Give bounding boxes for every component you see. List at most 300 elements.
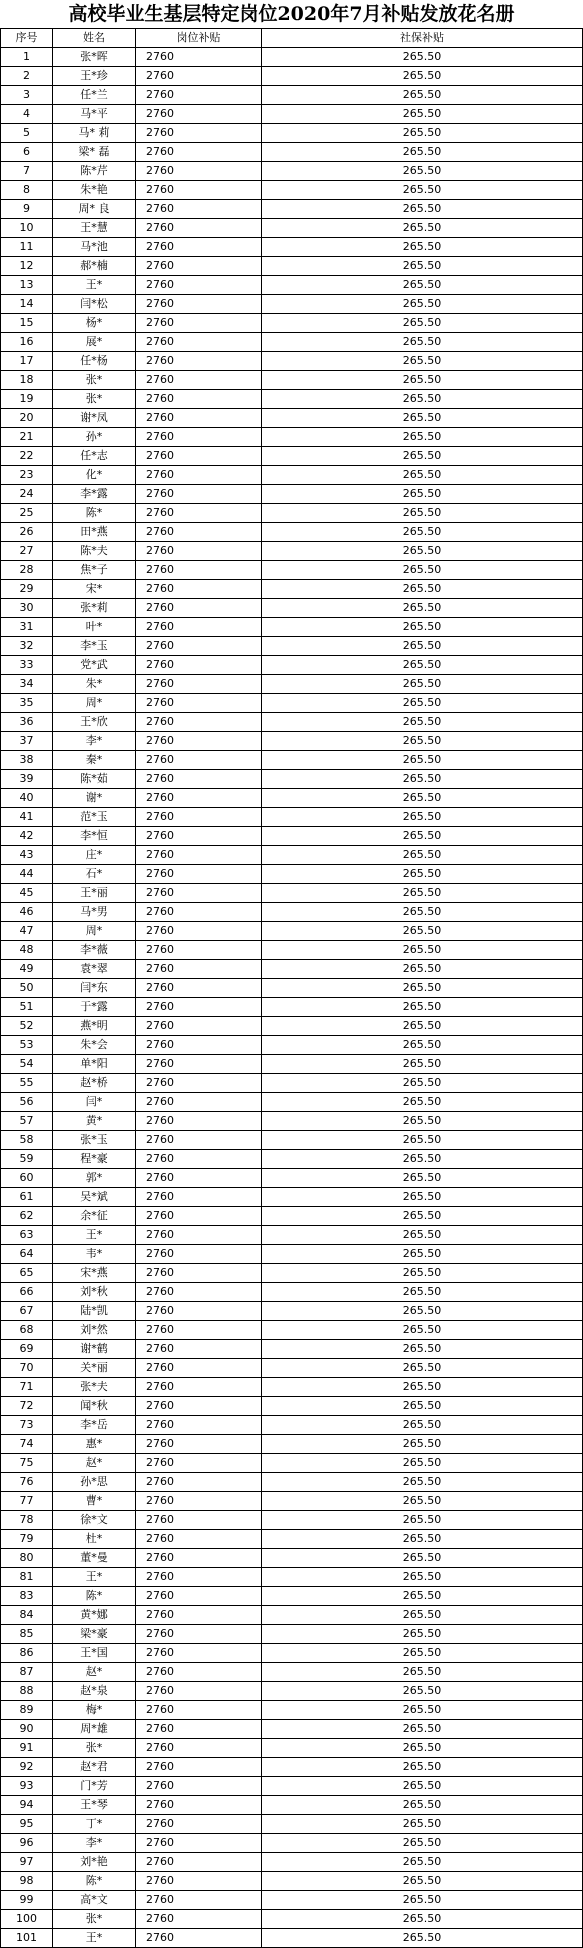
row-social-security-subsidy: 265.50: [262, 1492, 583, 1511]
row-post-subsidy: 2760: [136, 1606, 262, 1625]
table-row: [1, 846, 583, 865]
row-name: 张*晖: [53, 48, 136, 67]
row-name: 余*征: [53, 1207, 136, 1226]
row-post-subsidy: 2760: [136, 1910, 262, 1929]
row-index: 43: [1, 846, 53, 865]
row-name: 陈*茹: [53, 770, 136, 789]
table-row: [1, 1017, 583, 1036]
row-post-subsidy: 2760: [136, 485, 262, 504]
table-row: [1, 1758, 583, 1777]
row-social-security-subsidy: 265.50: [262, 1796, 583, 1815]
table-row: [1, 1796, 583, 1815]
table-row: [1, 1055, 583, 1074]
row-index: 96: [1, 1834, 53, 1853]
row-index: 59: [1, 1150, 53, 1169]
row-index: 14: [1, 295, 53, 314]
row-social-security-subsidy: 265.50: [262, 181, 583, 200]
row-name: 袁*翠: [53, 960, 136, 979]
row-post-subsidy: 2760: [136, 504, 262, 523]
row-social-security-subsidy: 265.50: [262, 200, 583, 219]
row-index: 72: [1, 1397, 53, 1416]
row-index: 78: [1, 1511, 53, 1530]
row-index: 99: [1, 1891, 53, 1910]
row-name: 马*池: [53, 238, 136, 257]
row-index: 84: [1, 1606, 53, 1625]
row-social-security-subsidy: 265.50: [262, 1777, 583, 1796]
row-post-subsidy: 2760: [136, 941, 262, 960]
row-name: 单*阳: [53, 1055, 136, 1074]
table-row: [1, 941, 583, 960]
row-social-security-subsidy: 265.50: [262, 542, 583, 561]
row-name: 曹*: [53, 1492, 136, 1511]
row-social-security-subsidy: 265.50: [262, 1587, 583, 1606]
row-name: 田*燕: [53, 523, 136, 542]
table-row: [1, 333, 583, 352]
row-name: 杨*: [53, 314, 136, 333]
row-index: 56: [1, 1093, 53, 1112]
row-social-security-subsidy: 265.50: [262, 409, 583, 428]
row-name: 宋*燕: [53, 1264, 136, 1283]
row-post-subsidy: 2760: [136, 1131, 262, 1150]
row-post-subsidy: 2760: [136, 1549, 262, 1568]
row-index: 23: [1, 466, 53, 485]
table-row: [1, 1207, 583, 1226]
row-index: 13: [1, 276, 53, 295]
table-row: [1, 485, 583, 504]
row-social-security-subsidy: 265.50: [262, 1568, 583, 1587]
table-row: [1, 1910, 583, 1929]
row-post-subsidy: 2760: [136, 466, 262, 485]
row-index: 30: [1, 599, 53, 618]
row-post-subsidy: 2760: [136, 1302, 262, 1321]
row-name: 惠*: [53, 1435, 136, 1454]
row-post-subsidy: 2760: [136, 580, 262, 599]
row-social-security-subsidy: 265.50: [262, 1872, 583, 1891]
row-name: 叶*: [53, 618, 136, 637]
row-post-subsidy: 2760: [136, 846, 262, 865]
row-social-security-subsidy: 265.50: [262, 257, 583, 276]
row-social-security-subsidy: 265.50: [262, 143, 583, 162]
row-index: 26: [1, 523, 53, 542]
row-social-security-subsidy: 265.50: [262, 884, 583, 903]
row-social-security-subsidy: 265.50: [262, 447, 583, 466]
row-social-security-subsidy: 265.50: [262, 1226, 583, 1245]
row-index: 8: [1, 181, 53, 200]
row-post-subsidy: 2760: [136, 1929, 262, 1948]
row-post-subsidy: 2760: [136, 675, 262, 694]
row-index: 54: [1, 1055, 53, 1074]
row-name: 王*慧: [53, 219, 136, 238]
row-index: 29: [1, 580, 53, 599]
row-index: 6: [1, 143, 53, 162]
table-row: [1, 143, 583, 162]
row-name: 赵*泉: [53, 1682, 136, 1701]
row-post-subsidy: 2760: [136, 447, 262, 466]
row-index: 15: [1, 314, 53, 333]
row-social-security-subsidy: 265.50: [262, 1606, 583, 1625]
row-post-subsidy: 2760: [136, 86, 262, 105]
table-row: [1, 1036, 583, 1055]
row-index: 75: [1, 1454, 53, 1473]
row-social-security-subsidy: 265.50: [262, 1245, 583, 1264]
row-post-subsidy: 2760: [136, 884, 262, 903]
table-row: [1, 86, 583, 105]
row-social-security-subsidy: 265.50: [262, 865, 583, 884]
row-social-security-subsidy: 265.50: [262, 371, 583, 390]
table-row: [1, 162, 583, 181]
row-post-subsidy: 2760: [136, 1834, 262, 1853]
row-social-security-subsidy: 265.50: [262, 1150, 583, 1169]
row-name: 陈*夫: [53, 542, 136, 561]
table-row: [1, 1150, 583, 1169]
row-name: 韦*: [53, 1245, 136, 1264]
row-social-security-subsidy: 265.50: [262, 1302, 583, 1321]
row-social-security-subsidy: 265.50: [262, 713, 583, 732]
table-row: [1, 1435, 583, 1454]
row-post-subsidy: 2760: [136, 143, 262, 162]
row-name: 秦*: [53, 751, 136, 770]
row-index: 89: [1, 1701, 53, 1720]
table-row: [1, 390, 583, 409]
row-social-security-subsidy: 265.50: [262, 105, 583, 124]
row-name: 闫*松: [53, 295, 136, 314]
row-social-security-subsidy: 265.50: [262, 1416, 583, 1435]
row-index: 85: [1, 1625, 53, 1644]
row-social-security-subsidy: 265.50: [262, 1511, 583, 1530]
row-name: 关*丽: [53, 1359, 136, 1378]
table-row: [1, 409, 583, 428]
row-social-security-subsidy: 265.50: [262, 219, 583, 238]
row-post-subsidy: 2760: [136, 1074, 262, 1093]
table-row: [1, 1283, 583, 1302]
table-row: [1, 865, 583, 884]
row-post-subsidy: 2760: [136, 523, 262, 542]
row-post-subsidy: 2760: [136, 276, 262, 295]
row-social-security-subsidy: 265.50: [262, 295, 583, 314]
row-index: 39: [1, 770, 53, 789]
row-social-security-subsidy: 265.50: [262, 504, 583, 523]
row-post-subsidy: 2760: [136, 1872, 262, 1891]
row-index: 40: [1, 789, 53, 808]
row-post-subsidy: 2760: [136, 1416, 262, 1435]
row-post-subsidy: 2760: [136, 1226, 262, 1245]
row-index: 58: [1, 1131, 53, 1150]
row-post-subsidy: 2760: [136, 295, 262, 314]
table-row: [1, 124, 583, 143]
row-social-security-subsidy: 265.50: [262, 67, 583, 86]
row-index: 41: [1, 808, 53, 827]
row-social-security-subsidy: 265.50: [262, 1473, 583, 1492]
row-index: 28: [1, 561, 53, 580]
table-row: [1, 105, 583, 124]
row-name: 王*: [53, 276, 136, 295]
row-post-subsidy: 2760: [136, 333, 262, 352]
table-row: [1, 67, 583, 86]
row-index: 63: [1, 1226, 53, 1245]
row-social-security-subsidy: 265.50: [262, 428, 583, 447]
row-post-subsidy: 2760: [136, 1036, 262, 1055]
row-index: 87: [1, 1663, 53, 1682]
row-name: 杜*: [53, 1530, 136, 1549]
subsidy-table: [0, 28, 583, 1948]
row-social-security-subsidy: 265.50: [262, 1359, 583, 1378]
row-index: 60: [1, 1169, 53, 1188]
row-name: 丁*: [53, 1815, 136, 1834]
row-name: 闻*秋: [53, 1397, 136, 1416]
row-index: 5: [1, 124, 53, 143]
row-name: 王*丽: [53, 884, 136, 903]
row-name: 陈*: [53, 504, 136, 523]
row-index: 73: [1, 1416, 53, 1435]
row-post-subsidy: 2760: [136, 1758, 262, 1777]
row-index: 33: [1, 656, 53, 675]
header-social-security-subsidy: 社保补贴: [262, 29, 583, 48]
row-index: 51: [1, 998, 53, 1017]
row-post-subsidy: 2760: [136, 1435, 262, 1454]
row-post-subsidy: 2760: [136, 428, 262, 447]
row-name: 周*: [53, 922, 136, 941]
table-row: [1, 694, 583, 713]
row-post-subsidy: 2760: [136, 618, 262, 637]
row-name: 陆*凯: [53, 1302, 136, 1321]
row-index: 52: [1, 1017, 53, 1036]
row-name: 王*欣: [53, 713, 136, 732]
row-social-security-subsidy: 265.50: [262, 1321, 583, 1340]
table-row: [1, 1473, 583, 1492]
row-index: 97: [1, 1853, 53, 1872]
row-name: 李*露: [53, 485, 136, 504]
row-social-security-subsidy: 265.50: [262, 1701, 583, 1720]
table-row: [1, 1131, 583, 1150]
row-social-security-subsidy: 265.50: [262, 1188, 583, 1207]
row-index: 93: [1, 1777, 53, 1796]
row-post-subsidy: 2760: [136, 656, 262, 675]
table-row: [1, 1625, 583, 1644]
header-post-subsidy: 岗位补贴: [136, 29, 262, 48]
row-post-subsidy: 2760: [136, 1587, 262, 1606]
row-post-subsidy: 2760: [136, 561, 262, 580]
row-index: 45: [1, 884, 53, 903]
row-index: 47: [1, 922, 53, 941]
row-social-security-subsidy: 265.50: [262, 903, 583, 922]
row-name: 张*: [53, 371, 136, 390]
row-name: 孙*: [53, 428, 136, 447]
table-row: [1, 181, 583, 200]
row-post-subsidy: 2760: [136, 1720, 262, 1739]
row-name: 马* 莉: [53, 124, 136, 143]
row-index: 68: [1, 1321, 53, 1340]
row-post-subsidy: 2760: [136, 1245, 262, 1264]
row-social-security-subsidy: 265.50: [262, 1720, 583, 1739]
row-name: 梅*: [53, 1701, 136, 1720]
row-index: 80: [1, 1549, 53, 1568]
row-social-security-subsidy: 265.50: [262, 1929, 583, 1948]
row-social-security-subsidy: 265.50: [262, 1055, 583, 1074]
row-index: 21: [1, 428, 53, 447]
row-social-security-subsidy: 265.50: [262, 808, 583, 827]
row-post-subsidy: 2760: [136, 770, 262, 789]
row-name: 刘*艳: [53, 1853, 136, 1872]
row-index: 64: [1, 1245, 53, 1264]
table-row: [1, 1663, 583, 1682]
table-row: [1, 1644, 583, 1663]
row-name: 范*玉: [53, 808, 136, 827]
row-post-subsidy: 2760: [136, 922, 262, 941]
row-social-security-subsidy: 265.50: [262, 1036, 583, 1055]
row-social-security-subsidy: 265.50: [262, 124, 583, 143]
table-row: [1, 295, 583, 314]
row-social-security-subsidy: 265.50: [262, 466, 583, 485]
row-post-subsidy: 2760: [136, 1891, 262, 1910]
row-index: 32: [1, 637, 53, 656]
table-row: [1, 1302, 583, 1321]
row-social-security-subsidy: 265.50: [262, 580, 583, 599]
row-index: 88: [1, 1682, 53, 1701]
row-social-security-subsidy: 265.50: [262, 1834, 583, 1853]
row-social-security-subsidy: 265.50: [262, 1739, 583, 1758]
row-post-subsidy: 2760: [136, 1321, 262, 1340]
table-row: [1, 1929, 583, 1948]
row-social-security-subsidy: 265.50: [262, 86, 583, 105]
table-row: [1, 637, 583, 656]
row-social-security-subsidy: 265.50: [262, 1397, 583, 1416]
row-index: 1: [1, 48, 53, 67]
row-index: 79: [1, 1530, 53, 1549]
row-index: 74: [1, 1435, 53, 1454]
row-post-subsidy: 2760: [136, 1454, 262, 1473]
table-row: [1, 542, 583, 561]
row-post-subsidy: 2760: [136, 732, 262, 751]
table-row: [1, 257, 583, 276]
row-name: 李*玉: [53, 637, 136, 656]
table-row: [1, 219, 583, 238]
table-row: [1, 1549, 583, 1568]
row-name: 闫*: [53, 1093, 136, 1112]
row-name: 任*兰: [53, 86, 136, 105]
row-name: 任*志: [53, 447, 136, 466]
row-name: 梁*豪: [53, 1625, 136, 1644]
row-name: 高*文: [53, 1891, 136, 1910]
table-row: [1, 789, 583, 808]
row-social-security-subsidy: 265.50: [262, 1891, 583, 1910]
row-index: 92: [1, 1758, 53, 1777]
row-post-subsidy: 2760: [136, 865, 262, 884]
table-row: [1, 1739, 583, 1758]
row-post-subsidy: 2760: [136, 998, 262, 1017]
row-social-security-subsidy: 265.50: [262, 979, 583, 998]
row-name: 吴*斌: [53, 1188, 136, 1207]
row-post-subsidy: 2760: [136, 219, 262, 238]
table-row: [1, 732, 583, 751]
row-post-subsidy: 2760: [136, 751, 262, 770]
row-social-security-subsidy: 265.50: [262, 1853, 583, 1872]
row-index: 22: [1, 447, 53, 466]
row-index: 98: [1, 1872, 53, 1891]
table-row: [1, 1777, 583, 1796]
row-name: 张*莉: [53, 599, 136, 618]
table-row: [1, 1112, 583, 1131]
row-post-subsidy: 2760: [136, 903, 262, 922]
table-row: [1, 618, 583, 637]
row-name: 焦*子: [53, 561, 136, 580]
row-index: 76: [1, 1473, 53, 1492]
table-row: [1, 998, 583, 1017]
row-name: 张*: [53, 390, 136, 409]
row-index: 34: [1, 675, 53, 694]
row-name: 周*雄: [53, 1720, 136, 1739]
row-social-security-subsidy: 265.50: [262, 1017, 583, 1036]
row-social-security-subsidy: 265.50: [262, 162, 583, 181]
row-social-security-subsidy: 265.50: [262, 1758, 583, 1777]
row-index: 91: [1, 1739, 53, 1758]
table-row: [1, 580, 583, 599]
table-row: [1, 561, 583, 580]
row-name: 党*武: [53, 656, 136, 675]
row-name: 展*: [53, 333, 136, 352]
row-post-subsidy: 2760: [136, 105, 262, 124]
row-post-subsidy: 2760: [136, 1093, 262, 1112]
row-index: 19: [1, 390, 53, 409]
table-row: [1, 1853, 583, 1872]
row-post-subsidy: 2760: [136, 1682, 262, 1701]
row-name: 周*: [53, 694, 136, 713]
row-social-security-subsidy: 265.50: [262, 618, 583, 637]
table-row: [1, 352, 583, 371]
row-name: 王*琴: [53, 1796, 136, 1815]
row-post-subsidy: 2760: [136, 542, 262, 561]
row-social-security-subsidy: 265.50: [262, 1644, 583, 1663]
row-social-security-subsidy: 265.50: [262, 599, 583, 618]
table-row: [1, 656, 583, 675]
table-row: [1, 504, 583, 523]
row-social-security-subsidy: 265.50: [262, 390, 583, 409]
row-social-security-subsidy: 265.50: [262, 1340, 583, 1359]
table-row: [1, 1454, 583, 1473]
row-post-subsidy: 2760: [136, 1340, 262, 1359]
row-name: 程*豪: [53, 1150, 136, 1169]
table-header-row: [1, 29, 583, 48]
table-row: [1, 1815, 583, 1834]
header-name: 姓名: [53, 29, 136, 48]
row-name: 王*: [53, 1568, 136, 1587]
row-name: 赵*: [53, 1663, 136, 1682]
row-post-subsidy: 2760: [136, 1112, 262, 1131]
row-social-security-subsidy: 265.50: [262, 1815, 583, 1834]
row-social-security-subsidy: 265.50: [262, 1530, 583, 1549]
table-row: [1, 1587, 583, 1606]
row-index: 49: [1, 960, 53, 979]
row-index: 24: [1, 485, 53, 504]
row-name: 徐*文: [53, 1511, 136, 1530]
row-social-security-subsidy: 265.50: [262, 238, 583, 257]
table-row: [1, 48, 583, 67]
row-post-subsidy: 2760: [136, 713, 262, 732]
row-index: 46: [1, 903, 53, 922]
table-row: [1, 371, 583, 390]
row-post-subsidy: 2760: [136, 371, 262, 390]
table-row: [1, 1492, 583, 1511]
row-post-subsidy: 2760: [136, 827, 262, 846]
row-name: 赵*: [53, 1454, 136, 1473]
row-name: 王*珍: [53, 67, 136, 86]
table-row: [1, 428, 583, 447]
row-index: 66: [1, 1283, 53, 1302]
table-row: [1, 1511, 583, 1530]
row-name: 谢*鹤: [53, 1340, 136, 1359]
row-index: 67: [1, 1302, 53, 1321]
table-row: [1, 1701, 583, 1720]
row-social-security-subsidy: 265.50: [262, 1112, 583, 1131]
